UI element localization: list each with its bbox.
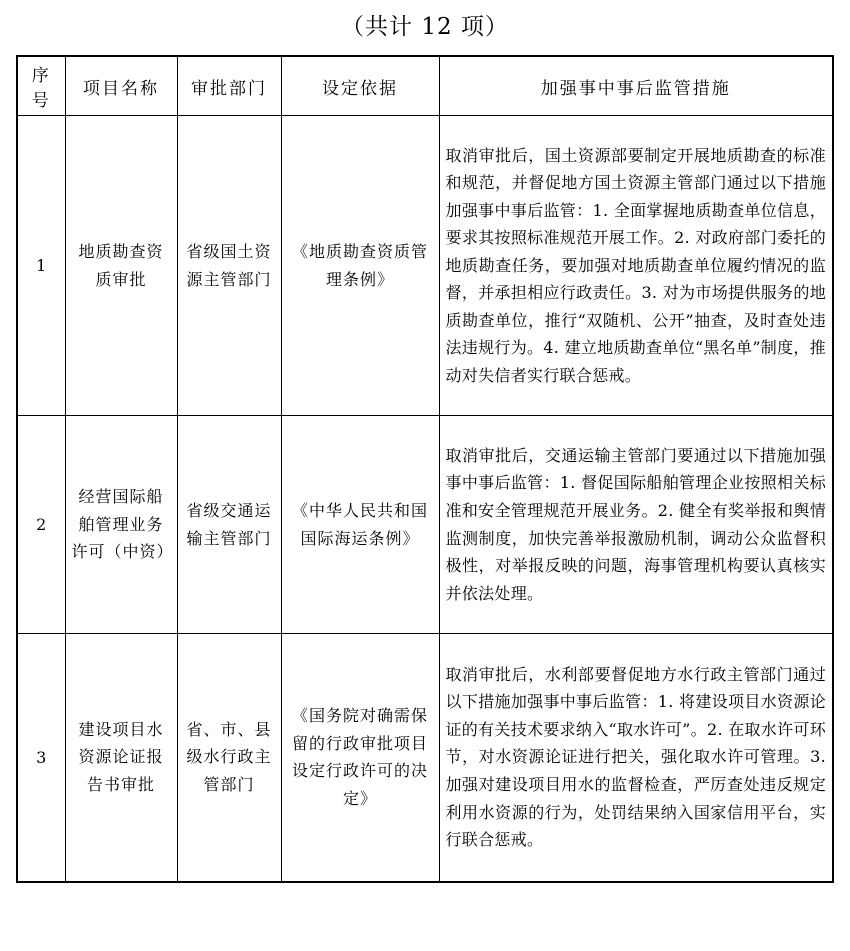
cell-approval-department: 省级国土资源主管部门 [177, 116, 281, 416]
table-header [17, 56, 833, 116]
table-row [17, 634, 833, 882]
cell-approval-department: 省级交通运输主管部门 [177, 416, 281, 634]
header-project-name: 项目名称 [65, 56, 177, 116]
page-title: （共计 12 项） [341, 14, 509, 40]
table-body [17, 116, 833, 882]
cell-project-name: 地质勘查资质审批 [65, 116, 177, 416]
table-row [17, 116, 833, 416]
table-container [16, 55, 834, 883]
table-row [17, 416, 833, 634]
header-serial-number: 序号 [17, 56, 65, 116]
cell-supervision-measures: 取消审批后，交通运输主管部门要通过以下措施加强事中事后监管：1. 督促国际船舶管理企业按照相关标准和安全管理规范开展业务。2. 健全有奖举报和舆情监测制度，加快完善举报激励机制，调动公众监督积极性，对举报反映的问题，海事管理机构要认真核实并依法处理。 [439, 416, 833, 634]
cell-serial-number: 2 [17, 416, 65, 634]
regulatory-items-table [16, 55, 834, 883]
cell-supervision-measures: 取消审批后，国土资源部要制定开展地质勘查的标准和规范，并督促地方国土资源主管部门通过以下措施加强事中事后监管：1. 全面掌握地质勘查单位信息，要求其按照标准规范开展工作。2. 对政府部门委托的地质勘查任务，要加强对地质勘查单位履约情况的监督，并承担相应行政责任。3. 对为市场提供服务的地质勘查单位，推行“双随机、公开”抽查，及时查处违法违规行为。4. 建立地质勘查单位“黑名单”制度，推动对失信者实行联合惩戒。 [439, 116, 833, 416]
cell-project-name: 建设项目水资源论证报告书审批 [65, 634, 177, 882]
cell-supervision-measures: 取消审批后，水利部要督促地方水行政主管部门通过以下措施加强事中事后监管：1. 将建设项目水资源论证的有关技术要求纳入“取水许可”。2. 在取水许可环节，对水资源论证进行把关，强化取水许可管理。3. 加强对建设项目用水的监督检查，严厉查处违反规定利用水资源的行为，处罚结果纳入国家信用平台，实行联合惩戒。 [439, 634, 833, 882]
cell-serial-number: 1 [17, 116, 65, 416]
header-approval-department: 审批部门 [177, 56, 281, 116]
cell-legal-basis: 《国务院对确需保留的行政审批项目设定行政许可的决定》 [281, 634, 439, 882]
table-header-row [17, 56, 833, 116]
cell-legal-basis: 《地质勘查资质管理条例》 [281, 116, 439, 416]
cell-serial-number: 3 [17, 634, 65, 882]
header-supervision-measures: 加强事中事后监管措施 [439, 56, 833, 116]
header-legal-basis: 设定依据 [281, 56, 439, 116]
cell-project-name: 经营国际船舶管理业务许可（中资） [65, 416, 177, 634]
cell-approval-department: 省、市、县级水行政主管部门 [177, 634, 281, 882]
cell-legal-basis: 《中华人民共和国国际海运条例》 [281, 416, 439, 634]
